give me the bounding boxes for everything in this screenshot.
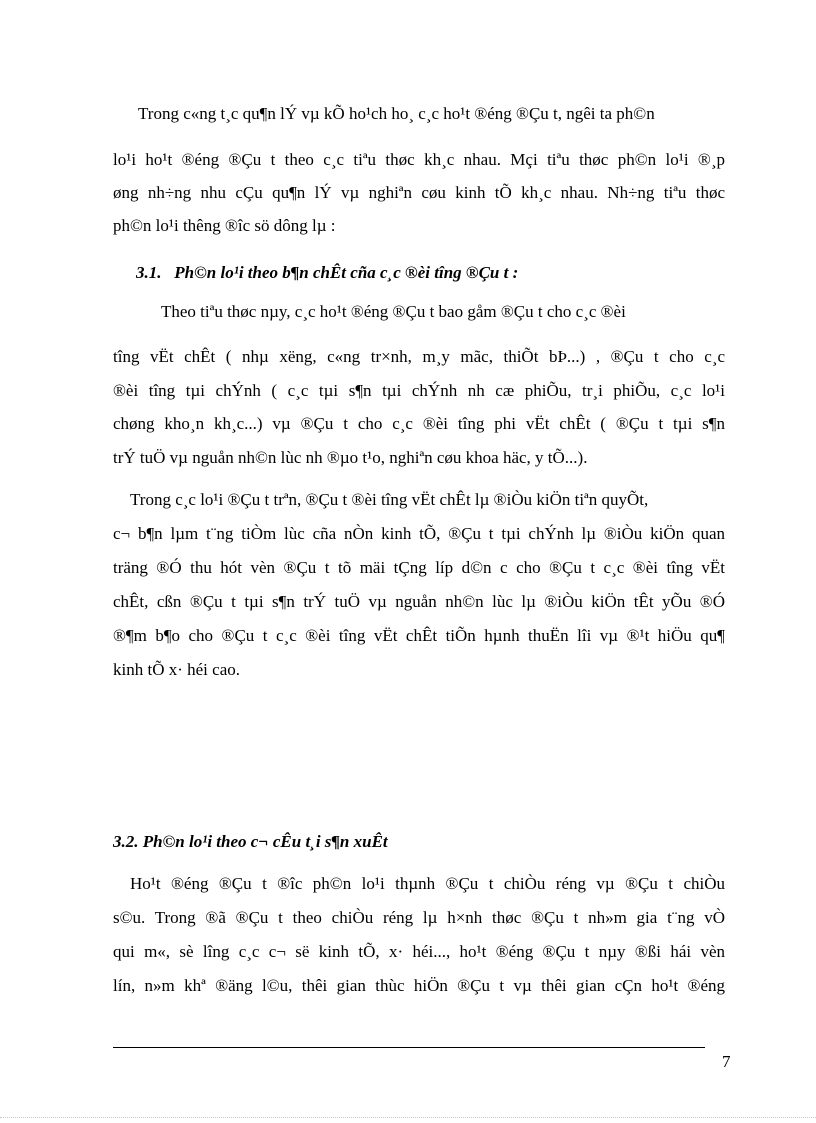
- section1-para-a-line-2: tîng vËt chÊt ( nhµ xëng, c«ng tr×nh, m¸y mãc, thiÕt bÞ...) , ®Çu t cho c¸c: [113, 347, 725, 366]
- section2-para-line-4: lín, n»m khª ®äng l©u, thêi gian thùc hiÖn ®Çu t vµ thêi gian cÇn ho¹t ®éng: [113, 976, 725, 995]
- section1-para-a-line-1: Theo tiªu thøc nµy, c¸c ho¹t ®éng ®Çu t bao gåm ®Çu t cho c¸c ®èi: [161, 302, 626, 321]
- section1-para-b-line-2: c¬ b¶n lµm t¨ng tiÒm lùc cña nÒn kinh tÕ, ®Çu t tµi chÝnh lµ ®iÒu kiÖn quan: [113, 524, 725, 543]
- section1-para-b-line-3: träng ®Ó thu hót vèn ®Çu t tõ mäi tÇng líp d©n c cho ®Çu t c¸c ®èi tîng vËt: [113, 558, 725, 577]
- section1-para-b-line-6: kinh tÕ x· héi cao.: [113, 660, 240, 679]
- section1-para-a-line-3: ®èi tîng tµi chÝnh ( c¸c tµi s¶n tµi chÝnh nh cæ phiÕu, tr¸i phiÕu, c¸c lo¹i: [113, 381, 725, 400]
- section-heading-3-1: 3.1. Ph©n lo¹i theo b¶n chÊt cña c¸c ®èi tîng ®Çu t :: [136, 263, 519, 282]
- page-edge-divider: [0, 1117, 816, 1118]
- intro-line-2: lo¹i ho¹t ®éng ®Çu t theo c¸c tiªu thøc kh¸c nhau. Mçi tiªu thøc ph©n lo¹i ®¸p: [113, 150, 725, 169]
- section1-para-b-line-4: chÊt, cßn ®Çu t tµi s¶n trÝ tuÖ vµ nguån nh©n lùc lµ ®iÒu kiÖn tÊt yÕu ®Ó: [113, 592, 725, 611]
- page-number: 7: [722, 1052, 731, 1071]
- section1-para-b-line-5: ®¶m b¶o cho ®Çu t c¸c ®èi tîng vËt chÊt tiÕn hµnh thuËn lîi vµ ®¹t hiÖu qu¶: [113, 626, 725, 645]
- intro-line-1: Trong c«ng t¸c qu¶n lÝ vµ kÕ ho¹ch ho¸ c¸c ho¹t ®éng ®Çu t, ngêi ta ph©n: [138, 104, 655, 123]
- section2-para-line-3: qui m«, sè lîng c¸c c¬ së kinh tÕ, x· héi..., ho¹t ®éng ®Çu t nµy ®ßi hái vèn: [113, 942, 725, 961]
- footer-rule: [113, 1047, 705, 1048]
- intro-line-3: øng nh÷ng nhu cÇu qu¶n lÝ vµ nghiªn cøu kinh tÕ kh¸c nhau. Nh÷ng tiªu thøc: [113, 183, 725, 202]
- intro-line-4: ph©n lo¹i thêng ®îc sö dông lµ :: [113, 216, 336, 235]
- section2-para-line-1: Ho¹t ®éng ®Çu t ®îc ph©n lo¹i thµnh ®Çu t chiÒu réng vµ ®Çu t chiÒu: [130, 874, 725, 893]
- section2-para-line-2: s©u. Trong ®ã ®Çu t theo chiÒu réng lµ h×nh thøc ®Çu t nh»m gia t¨ng vÒ: [113, 908, 725, 927]
- section1-para-a-line-5: trÝ tuÖ vµ nguån nh©n lùc nh ®µo t¹o, nghiªn cøu khoa häc, y tÕ...).: [113, 448, 588, 467]
- section1-para-b-line-1: Trong c¸c lo¹i ®Çu t trªn, ®Çu t ®èi tîng vËt chÊt lµ ®iÒu kiÖn tiªn quyÕt,: [130, 490, 649, 509]
- section1-para-a-line-4: chøng kho¸n kh¸c...) vµ ®Çu t cho c¸c ®èi tîng phi vËt chÊt ( ®Çu t tµi s¶n: [113, 414, 725, 433]
- section-heading-3-2: 3.2. Ph©n lo¹i theo c¬ cÊu t¸i s¶n xuÊt: [113, 832, 388, 851]
